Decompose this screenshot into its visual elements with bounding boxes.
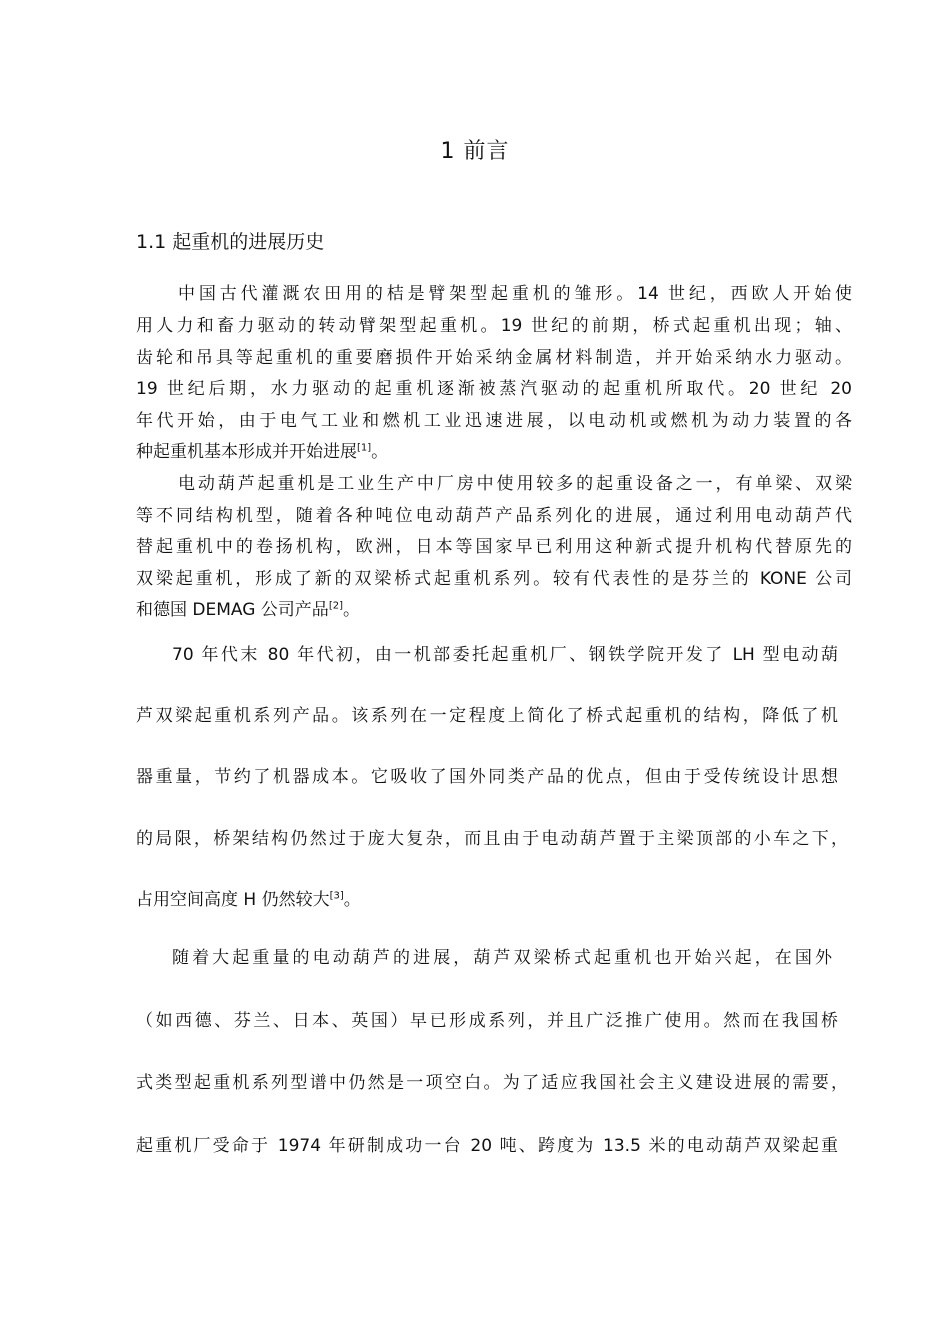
paragraph-line: 用人力和畜力驱动的转动臂架型起重机。19 世纪的前期，桥式起重机出现；轴、 (136, 316, 852, 336)
citation-ref: [2] (328, 600, 343, 612)
paragraph-text: 。 (343, 890, 361, 910)
paragraph-line: 式类型起重机系列型谱中仍然是一项空白。为了适应我国社会主义建设进展的需要， (136, 1073, 848, 1093)
paragraph-line: 芦双梁起重机系列产品。该系列在一定程度上简化了桥式起重机的结构，降低了机 (136, 706, 838, 726)
chapter-title: 1 前言 (440, 139, 510, 164)
paragraph-text: 种起重机基本形成并开始进展 (136, 442, 357, 462)
paragraph-line: 年代开始，由于电气工业和燃机工业迅速进展，以电动机或燃机为动力装置的各 (136, 411, 852, 431)
paragraph-line: 齿轮和吊具等起重机的重要磨损件开始采纳金属材料制造，并开始采纳水力驱动。 (136, 348, 852, 368)
paragraph-line: 替起重机中的卷扬机构，欧洲，日本等国家早已利用这种新式提升机构代替原先的 (136, 537, 852, 557)
paragraph-line-last (136, 440, 852, 464)
paragraph-line: 等不同结构机型，随着各种吨位电动葫芦产品系列化的进展，通过利用电动葫芦代 (136, 506, 852, 526)
paragraph-line: 电动葫芦起重机是工业生产中厂房中使用较多的起重设备之一，有单梁、双梁 (178, 474, 852, 494)
paragraph-line: 中国古代灌溉农田用的桔是臂架型起重机的雏形。14 世纪，西欧人开始使 (178, 284, 852, 304)
paragraph-line: 双梁起重机，形成了新的双梁桥式起重机系列。较有代表性的是芬兰的 KONE 公司 (136, 569, 852, 589)
paragraph-text: 和德国 DEMAG 公司产品 (136, 600, 329, 620)
citation-ref: [3] (329, 890, 344, 902)
paragraph-line: 起重机厂受命于 1974 年研制成功一台 20 吨、跨度为 13.5 米的电动葫芦双梁起重 (136, 1136, 838, 1156)
paragraph-line: 70 年代末 80 年代初，由一机部委托起重机厂、钢铁学院开发了 LH 型电动葫 (172, 645, 838, 665)
citation-ref: [1] (357, 442, 372, 454)
section-title: 1.1 起重机的进展历史 (136, 231, 325, 253)
paragraph-line: 19 世纪后期，水力驱动的起重机逐渐被蒸汽驱动的起重机所取代。20 世纪 20 (136, 379, 852, 399)
paragraph-line: 器重量，节约了机器成本。它吸收了国外同类产品的优点，但由于受传统设计思想 (136, 767, 838, 787)
paragraph-line: 随着大起重量的电动葫芦的进展，葫芦双梁桥式起重机也开始兴起，在国外 (172, 948, 832, 968)
paragraph-line-last (136, 598, 852, 622)
paragraph-line: （如西德、芬兰、日本、英国）早已形成系列，并且广泛推广使用。然而在我国桥 (136, 1011, 838, 1031)
paragraph-line-last (136, 888, 852, 912)
paragraph-text: 。 (342, 600, 360, 620)
paragraph-line: 的局限，桥架结构仍然过于庞大复杂，而且由于电动葫芦置于主梁顶部的小车之下， (136, 829, 848, 849)
paragraph-text: 占用空间高度 H 仍然较大 (136, 890, 330, 910)
paragraph-text: 。 (371, 442, 389, 462)
